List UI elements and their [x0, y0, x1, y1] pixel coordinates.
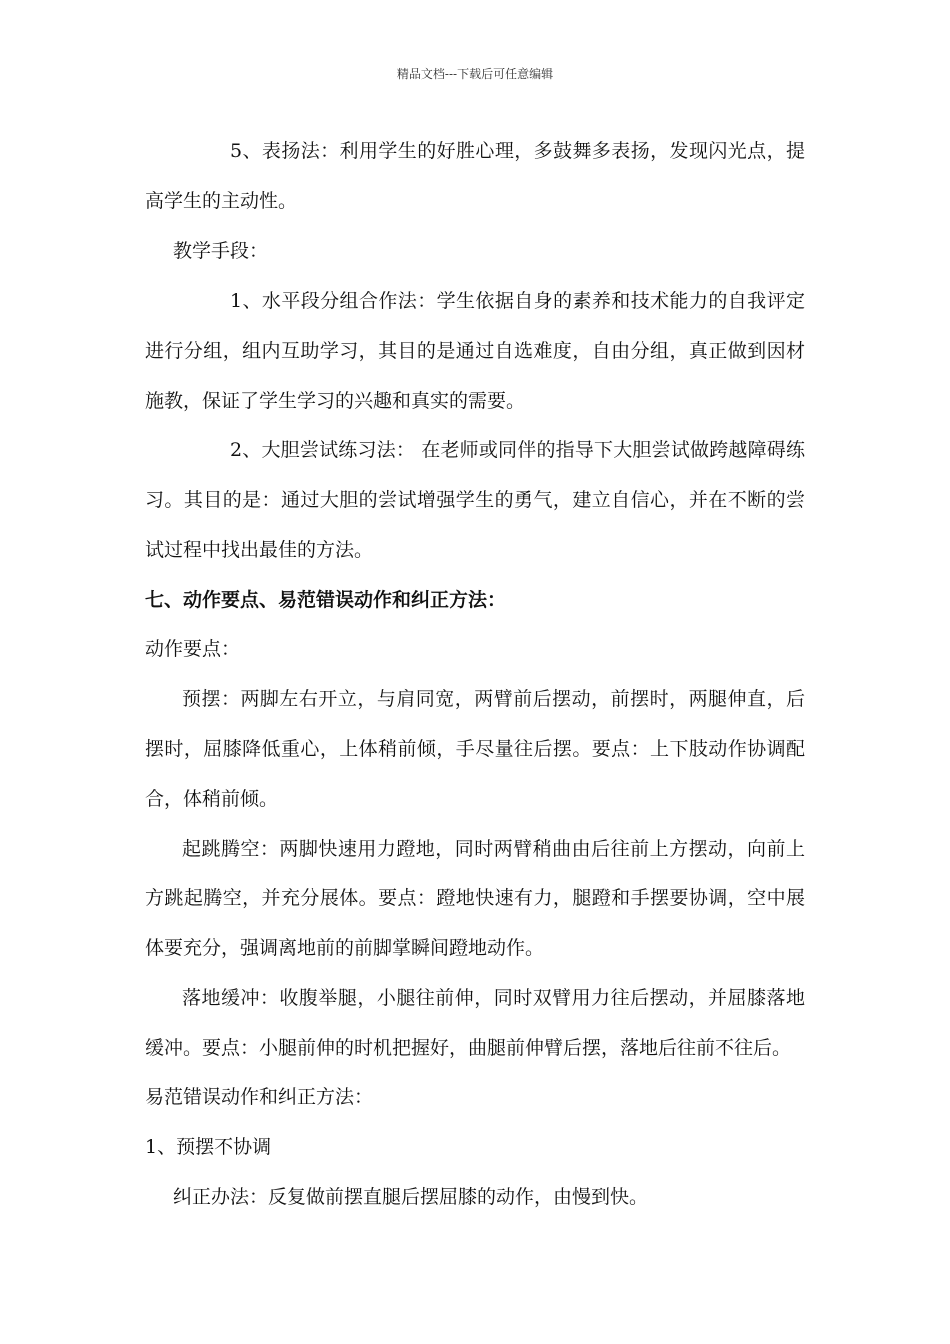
section-heading: 七、动作要点、易范错误动作和纠正方法： — [145, 589, 507, 611]
section-label: 动作要点： — [145, 638, 241, 660]
paragraph-line: 试过程中找出最佳的方法。 — [145, 539, 374, 561]
paragraph-line: 预摆：两脚左右开立，与肩同宽，两臂前后摆动，前摆时，两腿伸直，后 — [182, 688, 805, 710]
paragraph-line: 摆时，屈膝降低重心，上体稍前倾，手尽量往后摆。要点：上下肢动作协调配 — [145, 738, 805, 760]
page-header: 精品文档---下载后可任意编辑 — [396, 67, 554, 81]
paragraph-line: 施教，保证了学生学习的兴趣和真实的需要。 — [145, 390, 526, 412]
paragraph-line: 起跳腾空：两脚快速用力蹬地，同时两臂稍曲由后往前上方摆动，向前上 — [182, 838, 805, 860]
paragraph-line: 习。其目的是：通过大胆的尝试增强学生的勇气，建立自信心，并在不断的尝 — [145, 489, 805, 511]
section-label: 教学手段： — [173, 240, 269, 262]
paragraph-line: 落地缓冲：收腹举腿，小腿往前伸，同时双臂用力往后摆动，并屈膝落地 — [182, 987, 805, 1009]
paragraph-line: 5、表扬法：利用学生的好胜心理，多鼓舞多表扬，发现闪光点，提 — [230, 140, 805, 162]
paragraph-line: 2、大胆尝试练习法： 在老师或同伴的指导下大胆尝试做跨越障碍练 — [230, 439, 805, 461]
list-item: 1、预摆不协调 — [145, 1136, 272, 1158]
section-label: 易范错误动作和纠正方法： — [145, 1086, 374, 1108]
paragraph-line: 1、水平段分组合作法：学生依据自身的素养和技术能力的自我评定 — [230, 290, 805, 312]
paragraph-line: 体要充分，强调离地前的前脚掌瞬间蹬地动作。 — [145, 937, 545, 959]
paragraph-line: 纠正办法：反复做前摆直腿后摆屈膝的动作，由慢到快。 — [173, 1186, 649, 1208]
paragraph-line: 进行分组，组内互助学习，其目的是通过自选难度，自由分组，真正做到因材 — [145, 340, 805, 362]
paragraph-line: 合，体稍前倾。 — [145, 788, 279, 810]
paragraph-line: 缓冲。要点：小腿前伸的时机把握好，曲腿前伸臂后摆，落地后往前不往后。 — [145, 1037, 792, 1059]
paragraph-line: 高学生的主动性。 — [145, 190, 298, 212]
paragraph-line: 方跳起腾空，并充分展体。要点：蹬地快速有力，腿蹬和手摆要协调，空中展 — [145, 887, 805, 909]
